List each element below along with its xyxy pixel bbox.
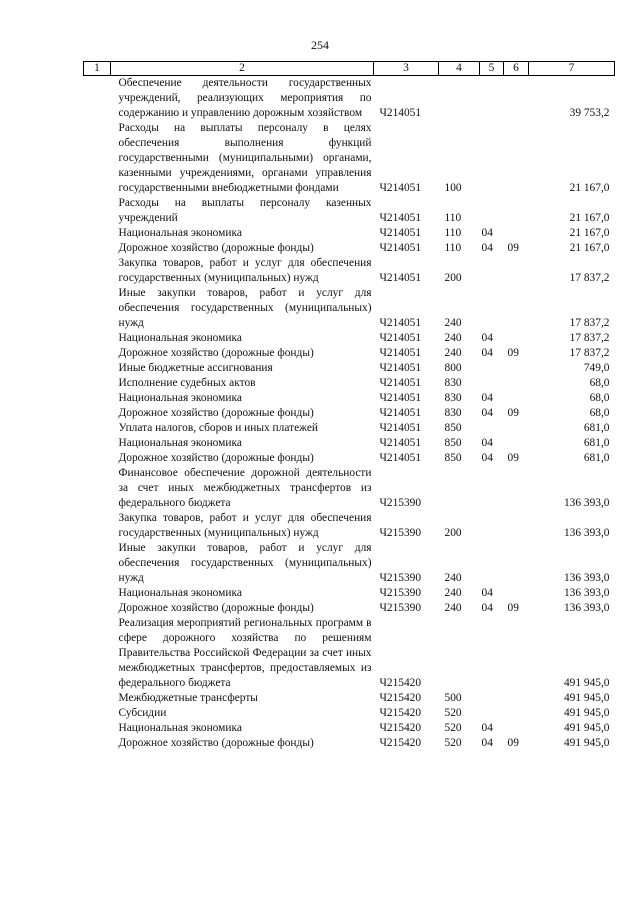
table-row (84, 436, 615, 451)
row-code: Ч214051 (379, 212, 422, 224)
row-expense-type: 850 (444, 437, 462, 449)
row-section (480, 511, 504, 541)
row-amount: 136 393,0 (563, 527, 610, 539)
row-subsection (504, 376, 529, 391)
row-code: Ч214051 (379, 332, 422, 344)
row-index-cell (84, 346, 111, 361)
budget-table (83, 61, 615, 751)
row-index-cell (84, 121, 111, 196)
row-subsection (504, 541, 529, 586)
table-row (84, 691, 615, 706)
row-code: Ч214051 (379, 422, 422, 434)
row-index-cell (84, 721, 111, 736)
row-name: Национальная экономика (118, 722, 242, 734)
row-index-cell (84, 406, 111, 421)
row-expense-type: 240 (444, 347, 462, 359)
row-expense-type: 110 (444, 227, 462, 239)
header-cell: 2 (111, 62, 374, 76)
row-code: Ч214051 (379, 452, 422, 464)
row-index-cell (84, 256, 111, 286)
row-code: Ч215390 (379, 602, 422, 614)
header-cell: 7 (529, 62, 615, 76)
row-code: Ч214051 (379, 317, 422, 329)
row-subsection (504, 511, 529, 541)
row-index-cell (84, 391, 111, 406)
row-amount: 491 945,0 (563, 677, 610, 689)
row-section (480, 376, 504, 391)
row-section (480, 706, 504, 721)
row-code: Ч215420 (379, 707, 422, 719)
row-subsection: 09 (507, 737, 519, 749)
row-expense-type: 240 (444, 602, 462, 614)
row-index-cell (84, 466, 111, 511)
row-expense-type: 520 (444, 707, 462, 719)
row-code: Ч215390 (379, 497, 422, 509)
row-index-cell (84, 586, 111, 601)
row-section: 04 (481, 227, 493, 239)
table-row (84, 466, 615, 511)
row-expense-type: 520 (444, 722, 462, 734)
table-row (84, 256, 615, 286)
row-amount: 136 393,0 (563, 602, 610, 614)
table-row (84, 121, 615, 196)
row-name: Закупка товаров, работ и услуг для обеспечения государственных (муниципальных) нужд (118, 512, 372, 539)
row-amount: 136 393,0 (563, 497, 610, 509)
row-code: Ч214051 (379, 107, 422, 119)
row-expense-type: 800 (444, 362, 462, 374)
row-index-cell (84, 691, 111, 706)
row-name: Расходы на выплаты персоналу казенных учреждений (118, 197, 372, 224)
row-subsection: 09 (507, 602, 519, 614)
row-amount: 491 945,0 (563, 707, 610, 719)
row-code: Ч214051 (379, 272, 422, 284)
table-row (84, 706, 615, 721)
row-section (480, 286, 504, 331)
table-row (84, 721, 615, 736)
row-expense-type: 520 (444, 737, 462, 749)
row-code: Ч215390 (379, 587, 422, 599)
header-cell: 4 (439, 62, 480, 76)
row-expense-type: 100 (444, 182, 462, 194)
row-index-cell (84, 331, 111, 346)
table-row (84, 406, 615, 421)
row-subsection (504, 196, 529, 226)
row-section: 04 (481, 332, 493, 344)
header-cell: 6 (504, 62, 529, 76)
row-index-cell (84, 421, 111, 436)
row-name: Национальная экономика (118, 227, 242, 239)
row-section: 04 (481, 587, 493, 599)
row-name: Закупка товаров, работ и услуг для обеспечения государственных (муниципальных) нужд (118, 257, 372, 284)
table-row (84, 541, 615, 586)
row-amount: 68,0 (589, 407, 610, 419)
row-subsection (504, 721, 529, 736)
row-amount: 21 167,0 (569, 182, 610, 194)
row-name: Дорожное хозяйство (дорожные фонды) (118, 452, 314, 464)
row-section: 04 (481, 242, 493, 254)
row-name: Иные закупки товаров, работ и услуг для обеспечения государственных (муниципальных) нужд (118, 287, 372, 329)
row-subsection (504, 331, 529, 346)
row-index-cell (84, 436, 111, 451)
table-row (84, 451, 615, 466)
row-amount: 491 945,0 (563, 722, 610, 734)
row-section: 04 (481, 347, 493, 359)
row-subsection: 09 (507, 347, 519, 359)
row-code: Ч215390 (379, 572, 422, 584)
table-row (84, 601, 615, 616)
header-cell: 1 (84, 62, 111, 76)
row-amount: 136 393,0 (563, 572, 610, 584)
header-cell: 5 (480, 62, 504, 76)
row-name: Дорожное хозяйство (дорожные фонды) (118, 602, 314, 614)
row-section: 04 (481, 407, 493, 419)
row-name: Обеспечение деятельности государственных учреждений, реализующих мероприятия по содержанию и управлению дорожным хозяйством (118, 77, 372, 119)
row-name: Иные закупки товаров, работ и услуг для обеспечения государственных (муниципальных) нужд (118, 542, 372, 584)
row-name: Национальная экономика (118, 332, 242, 344)
table-row (84, 226, 615, 241)
row-amount: 21 167,0 (569, 227, 610, 239)
row-expense-type: 240 (444, 587, 462, 599)
row-section: 04 (481, 722, 493, 734)
row-section: 04 (481, 437, 493, 449)
row-index-cell (84, 616, 111, 691)
row-code: Ч214051 (379, 242, 422, 254)
row-amount: 491 945,0 (563, 692, 610, 704)
row-expense-type (439, 616, 480, 691)
table-row (84, 331, 615, 346)
row-expense-type: 240 (444, 317, 462, 329)
row-code: Ч215420 (379, 722, 422, 734)
row-code: Ч215420 (379, 692, 422, 704)
row-name: Расходы на выплаты персоналу в целях обеспечения выполнения функций государственными (муниципальными) органами, казенными учреждениями, органами управления государственными внебюджетными фондами (118, 122, 372, 194)
row-section: 04 (481, 392, 493, 404)
row-expense-type: 830 (444, 407, 462, 419)
table-row (84, 736, 615, 751)
row-section (480, 196, 504, 226)
row-expense-type: 500 (444, 692, 462, 704)
row-amount: 17 837,2 (569, 317, 610, 329)
row-amount: 68,0 (589, 392, 610, 404)
row-index-cell (84, 706, 111, 721)
row-expense-type: 200 (444, 272, 462, 284)
table-row (84, 616, 615, 691)
table-row (84, 391, 615, 406)
row-index-cell (84, 76, 111, 122)
row-section (480, 421, 504, 436)
row-amount: 21 167,0 (569, 242, 610, 254)
row-code: Ч214051 (379, 347, 422, 359)
row-section (480, 76, 504, 122)
row-expense-type (439, 76, 480, 122)
row-subsection (504, 691, 529, 706)
row-name: Иные бюджетные ассигнования (118, 362, 273, 374)
row-amount: 749,0 (583, 362, 610, 374)
row-amount: 491 945,0 (563, 737, 610, 749)
row-section (480, 361, 504, 376)
row-code: Ч215420 (379, 677, 422, 689)
row-subsection (504, 421, 529, 436)
row-name: Финансовое обеспечение дорожной деятельности за счет иных межбюджетных трансфертов из федерального бюджета (118, 467, 372, 509)
row-subsection (504, 121, 529, 196)
row-amount: 39 753,2 (569, 107, 610, 119)
row-index-cell (84, 361, 111, 376)
row-index-cell (84, 376, 111, 391)
row-subsection (504, 616, 529, 691)
row-section (480, 121, 504, 196)
row-index-cell (84, 241, 111, 256)
table-row (84, 196, 615, 226)
row-section: 04 (481, 452, 493, 464)
row-subsection (504, 361, 529, 376)
table-row (84, 76, 615, 122)
row-name: Реализация мероприятий региональных программ в сфере дорожного хозяйства по решениям Правительства Российской Федерации за счет иных межбюджетных трансфертов, предоставляемых из федерального бюджета (118, 617, 372, 689)
page-number: 254 (311, 38, 329, 52)
row-index-cell (84, 601, 111, 616)
row-section (480, 256, 504, 286)
row-amount: 681,0 (583, 422, 610, 434)
row-subsection (504, 76, 529, 122)
row-section (480, 616, 504, 691)
row-subsection: 09 (507, 242, 519, 254)
row-code: Ч215420 (379, 737, 422, 749)
row-subsection (504, 391, 529, 406)
row-expense-type: 830 (444, 377, 462, 389)
row-index-cell (84, 226, 111, 241)
row-amount: 17 837,2 (569, 332, 610, 344)
row-expense-type: 110 (444, 242, 462, 254)
header-cell: 3 (374, 62, 439, 76)
row-amount: 68,0 (589, 377, 610, 389)
table-body (84, 76, 615, 752)
row-section: 04 (481, 737, 493, 749)
row-amount: 681,0 (583, 437, 610, 449)
row-name: Уплата налогов, сборов и иных платежей (118, 422, 318, 434)
row-code: Ч214051 (379, 182, 422, 194)
row-expense-type: 110 (444, 212, 462, 224)
row-subsection (504, 436, 529, 451)
table-row (84, 361, 615, 376)
row-index-cell (84, 736, 111, 751)
row-name: Дорожное хозяйство (дорожные фонды) (118, 242, 314, 254)
table-row (84, 511, 615, 541)
row-code: Ч214051 (379, 437, 422, 449)
row-subsection (504, 706, 529, 721)
row-expense-type (439, 466, 480, 511)
row-expense-type: 850 (444, 452, 462, 464)
row-name: Межбюджетные трансферты (118, 692, 258, 704)
row-code: Ч214051 (379, 362, 422, 374)
row-expense-type: 830 (444, 392, 462, 404)
table-row (84, 346, 615, 361)
row-subsection (504, 586, 529, 601)
row-code: Ч215390 (379, 527, 422, 539)
row-index-cell (84, 196, 111, 226)
row-code: Ч214051 (379, 407, 422, 419)
row-expense-type: 240 (444, 332, 462, 344)
row-amount: 136 393,0 (563, 587, 610, 599)
row-subsection (504, 466, 529, 511)
table-row (84, 376, 615, 391)
row-name: Дорожное хозяйство (дорожные фонды) (118, 737, 314, 749)
row-name: Национальная экономика (118, 392, 242, 404)
row-amount: 17 837,2 (569, 272, 610, 284)
table-row (84, 241, 615, 256)
row-section (480, 691, 504, 706)
row-section (480, 541, 504, 586)
table-row (84, 286, 615, 331)
row-name: Исполнение судебных актов (118, 377, 256, 389)
row-code: Ч214051 (379, 392, 422, 404)
row-section: 04 (481, 602, 493, 614)
row-name: Дорожное хозяйство (дорожные фонды) (118, 407, 314, 419)
row-code: Ч214051 (379, 377, 422, 389)
table-row (84, 421, 615, 436)
row-amount: 21 167,0 (569, 212, 610, 224)
row-amount: 681,0 (583, 452, 610, 464)
header-row (84, 62, 615, 76)
row-name: Национальная экономика (118, 587, 242, 599)
row-name: Субсидии (118, 707, 167, 719)
row-expense-type: 850 (444, 422, 462, 434)
row-code: Ч214051 (379, 227, 422, 239)
row-subsection (504, 256, 529, 286)
row-subsection: 09 (507, 407, 519, 419)
row-name: Национальная экономика (118, 437, 242, 449)
row-index-cell (84, 541, 111, 586)
row-expense-type: 240 (444, 572, 462, 584)
row-expense-type: 200 (444, 527, 462, 539)
row-name: Дорожное хозяйство (дорожные фонды) (118, 347, 314, 359)
row-amount: 17 837,2 (569, 347, 610, 359)
row-index-cell (84, 451, 111, 466)
row-index-cell (84, 286, 111, 331)
row-subsection (504, 226, 529, 241)
row-subsection (504, 286, 529, 331)
row-index-cell (84, 511, 111, 541)
row-subsection: 09 (507, 452, 519, 464)
row-section (480, 466, 504, 511)
table-row (84, 586, 615, 601)
